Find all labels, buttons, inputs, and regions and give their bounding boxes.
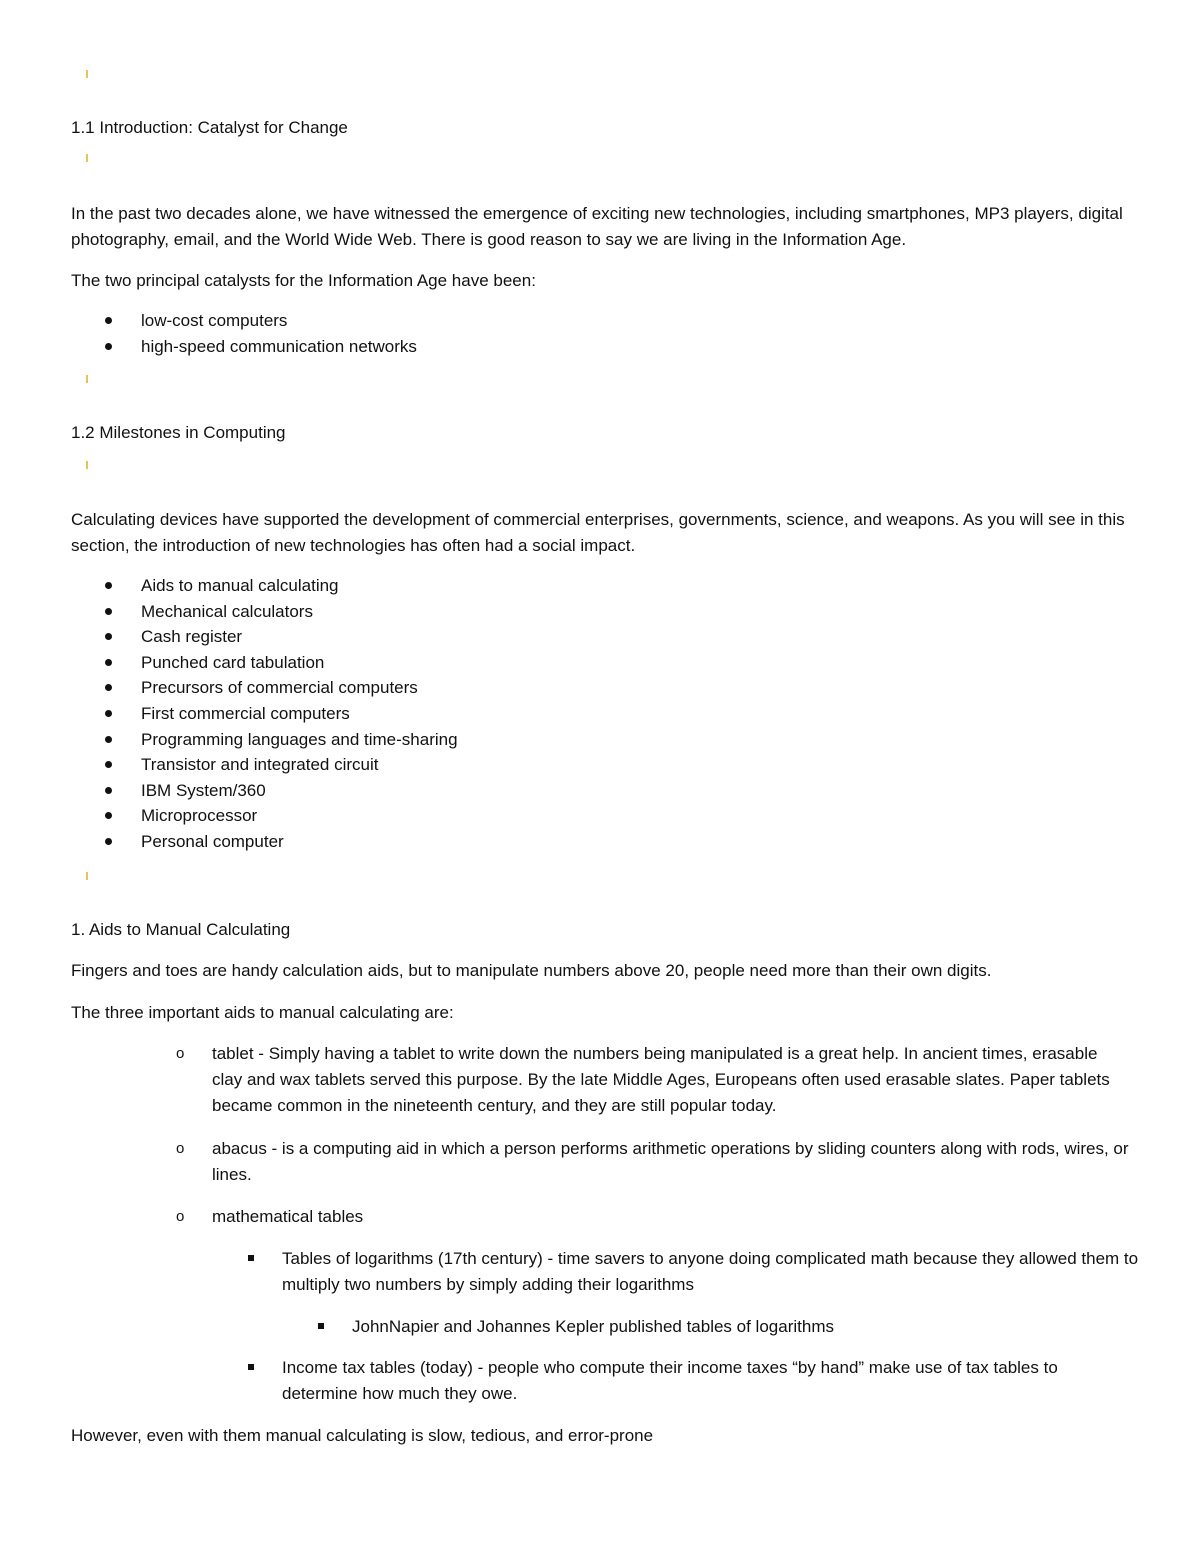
tables-item-text: JohnNapier and Johannes Kepler published tables of logarithms <box>352 1317 834 1336</box>
milestones-paragraph: Calculating devices have supported the development of commercial enterprises, governments, science, and weapons. As you will see in this section, the introduction of new technologies has often had a social impact. <box>71 510 1125 555</box>
list-item: Microprocessor <box>71 803 458 829</box>
comment-marker[interactable] <box>86 375 88 383</box>
section-heading-1-2: 1.2 Milestones in Computing <box>71 423 286 442</box>
list-item: Punched card tabulation <box>71 650 458 676</box>
aids-lead: The three important aids to manual calculating are: <box>71 1003 454 1022</box>
square-bullet <box>248 1255 254 1261</box>
list-item: First commercial computers <box>71 701 458 727</box>
list-item: Mechanical calculators <box>71 599 458 625</box>
tables-item-text: Tables of logarithms (17th century) - time savers to anyone doing complicated math because they allowed them to multiply two numbers by simply adding their logarithms <box>282 1249 1139 1294</box>
list-item: Precursors of commercial computers <box>71 675 458 701</box>
list-item: low-cost computers <box>71 308 417 334</box>
aid-item-text: mathematical tables <box>212 1207 364 1226</box>
sub-bullet-glyph: o <box>176 1140 185 1157</box>
list-item: Transistor and integrated circuit <box>71 752 458 778</box>
intro-paragraph: In the past two decades alone, we have witnessed the emergence of exciting new technologies, including smartphones, MP3 players, digital photography, email, and the World Wide Web. There is good reason to say we are living in the Information Age. <box>71 204 1123 249</box>
tables-item-napier <box>352 1314 1142 1340</box>
square-bullet <box>248 1364 254 1370</box>
sub-bullet-glyph: o <box>176 1208 185 1225</box>
comment-marker[interactable] <box>86 70 88 78</box>
aid-item-tables <box>176 1204 1132 1230</box>
aids-paragraph: Fingers and toes are handy calculation aids, but to manipulate numbers above 20, people need more than their own digits. <box>71 961 992 980</box>
aid-item-abacus <box>176 1136 1132 1188</box>
section-heading-1-1: 1.1 Introduction: Catalyst for Change <box>71 118 348 137</box>
aid-item-text: tablet - Simply having a tablet to write down the numbers being manipulated is a great help. In ancient times, erasable clay and wax tablets served this purpose. By the late Middle Ages, Europeans often used erasable slates. Paper tablets became common in the nineteenth century, and they are still popular today. <box>212 1044 1110 1115</box>
closing-sentence: However, even with them manual calculating is slow, tedious, and error-prone <box>71 1426 654 1445</box>
list-item: high-speed communication networks <box>71 334 417 360</box>
sub-bullet-glyph: o <box>176 1045 185 1062</box>
aid-item-text: abacus - is a computing aid in which a person performs arithmetic operations by sliding counters along with rods, wires, or lines. <box>212 1139 1129 1184</box>
milestones-list <box>71 573 458 855</box>
list-item: Personal computer <box>71 829 458 855</box>
catalysts-list <box>71 308 417 359</box>
tables-item-income-tax <box>282 1355 1132 1407</box>
catalysts-lead: The two principal catalysts for the Information Age have been: <box>71 271 536 290</box>
comment-marker[interactable] <box>86 154 88 162</box>
aid-item-tablet <box>176 1041 1132 1119</box>
list-item: Aids to manual calculating <box>71 573 458 599</box>
list-item: Programming languages and time-sharing <box>71 727 458 753</box>
tables-item-text: Income tax tables (today) - people who compute their income taxes “by hand” make use of tax tables to determine how much they owe. <box>282 1358 1058 1403</box>
tables-item-logarithms <box>282 1246 1142 1298</box>
comment-marker[interactable] <box>86 461 88 469</box>
aids-heading: 1. Aids to Manual Calculating <box>71 920 291 939</box>
list-item: Cash register <box>71 624 458 650</box>
list-item: IBM System/360 <box>71 778 458 804</box>
comment-marker[interactable] <box>86 872 88 880</box>
square-bullet <box>318 1323 324 1329</box>
